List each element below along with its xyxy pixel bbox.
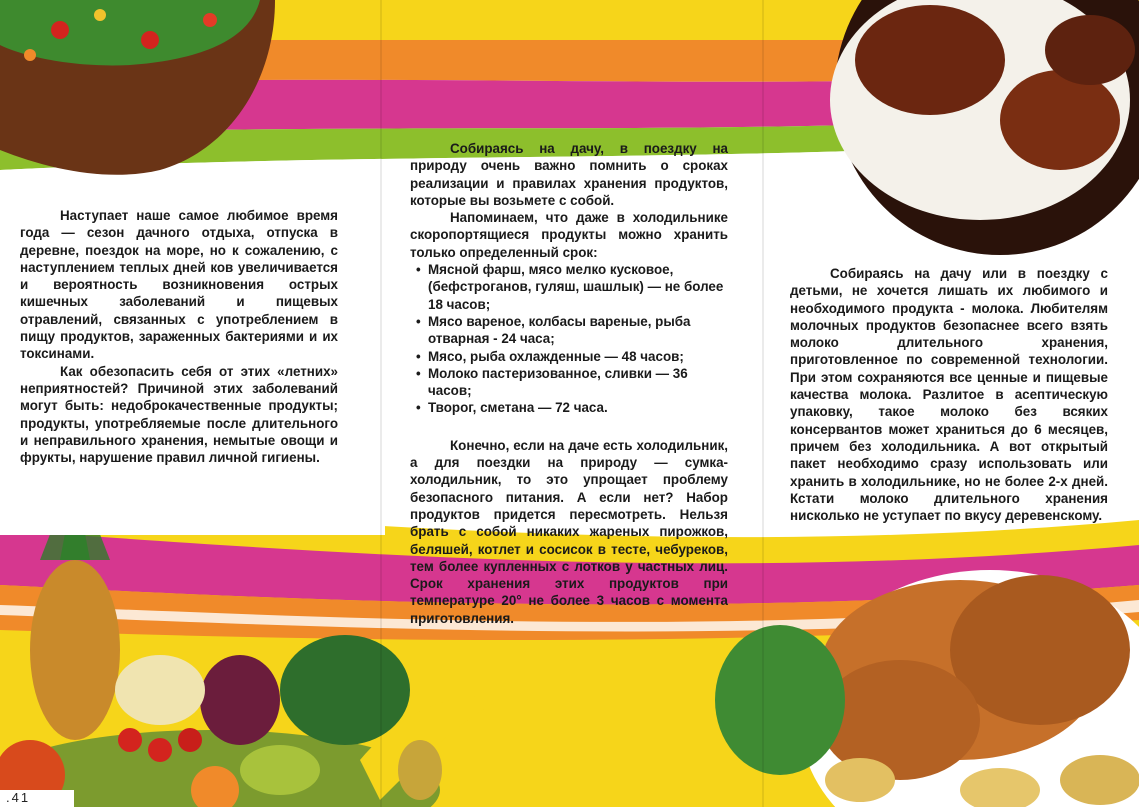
fold-line-left <box>380 0 382 807</box>
column-middle-paragraph-1: Собираясь на дачу, в поездку на природу очень важно помнить о сроках реализации и правилах хранения продуктов, которые вы возьмете с собой. <box>410 141 728 208</box>
list-item: • Мясной фарш, мясо мелко кусковое, (бефстроганов, гуляш, шашлык) — не более 18 часов; <box>428 261 728 313</box>
list-item: • Мясо, рыба охлажденные — 48 часов; <box>428 348 728 365</box>
fold-line-right <box>762 0 764 807</box>
chicken-rice-image <box>830 0 1139 255</box>
column-middle-paragraph-2: Напоминаем, что даже в холодильнике скоропортящиеся продукты можно хранить только определенный срок: <box>410 210 728 260</box>
column-left <box>20 207 338 466</box>
column-right-paragraph-1: Собираясь на дачу или в поездку с детьми, не хочется лишать их любимого и необходимого продукта - молока. Любителям молочных продуктов безопаснее всего взять молоко длительного хранения, приготовленное по современной технологии. При этом сохраняются все ценные и пищевые качества молока. Разлитое в асептическую упаковку, такое молоко без всяких консервантов может храниться до 6 месяцев, причем без холодильника. А вот открытый пакет необходимо сразу использовать или хранить в холодильнике, но не более 2-х дней. Кстати молоко длительного хранения нисколько не уступает по вкусу деревенскому. <box>790 266 1108 524</box>
storage-terms-list <box>410 261 728 417</box>
column-left-paragraph-2: Как обезопасить себя от этих «летних» неприятностей? Причиной этих заболеваний могут быть: недоброкачественные продукты; продукты, употребляемые после длительного и неправильного хранения, немытые овощи и фрукты, нарушение правил личной гигиены. <box>20 363 338 466</box>
column-middle <box>410 140 728 627</box>
list-item: • Мясо вареное, колбасы вареные, рыба отварная - 24 часа; <box>428 313 728 348</box>
list-item: • Творог, сметана — 72 часа. <box>428 399 728 416</box>
column-middle-paragraph-3: Конечно, если на даче есть холодильник, а для поездки на природу — сумка-холодильник, то это упрощает проблему безопасного питания. А если нет? Набор продуктов придется пересмотреть. Нельзя брать с собой никаких жареных пирожков, беляшей, котлет и сосисок в тесте, чебуреков, тем более купленных с лотков у частных лиц. Срок хранения этих продуктов при температуре 20° не более 3 часов с момента приготовления. <box>410 437 728 626</box>
page-number: .41 <box>0 790 74 807</box>
column-right <box>790 265 1108 524</box>
column-left-paragraph-1: Наступает наше самое любимое время года — сезон дачного отдыха, отпуска в деревне, поездок на море, но к сожалению, с наступлением теплых дней ков увеличивается и вероятность возникновения острых кишечных заболеваний и пищевых отравлений, связанных с употреблением в пищу продуктов, зараженных бактериями и их токсинами. <box>20 208 338 362</box>
list-item: • Молоко пастеризованное, сливки — 36 часов; <box>428 365 728 400</box>
